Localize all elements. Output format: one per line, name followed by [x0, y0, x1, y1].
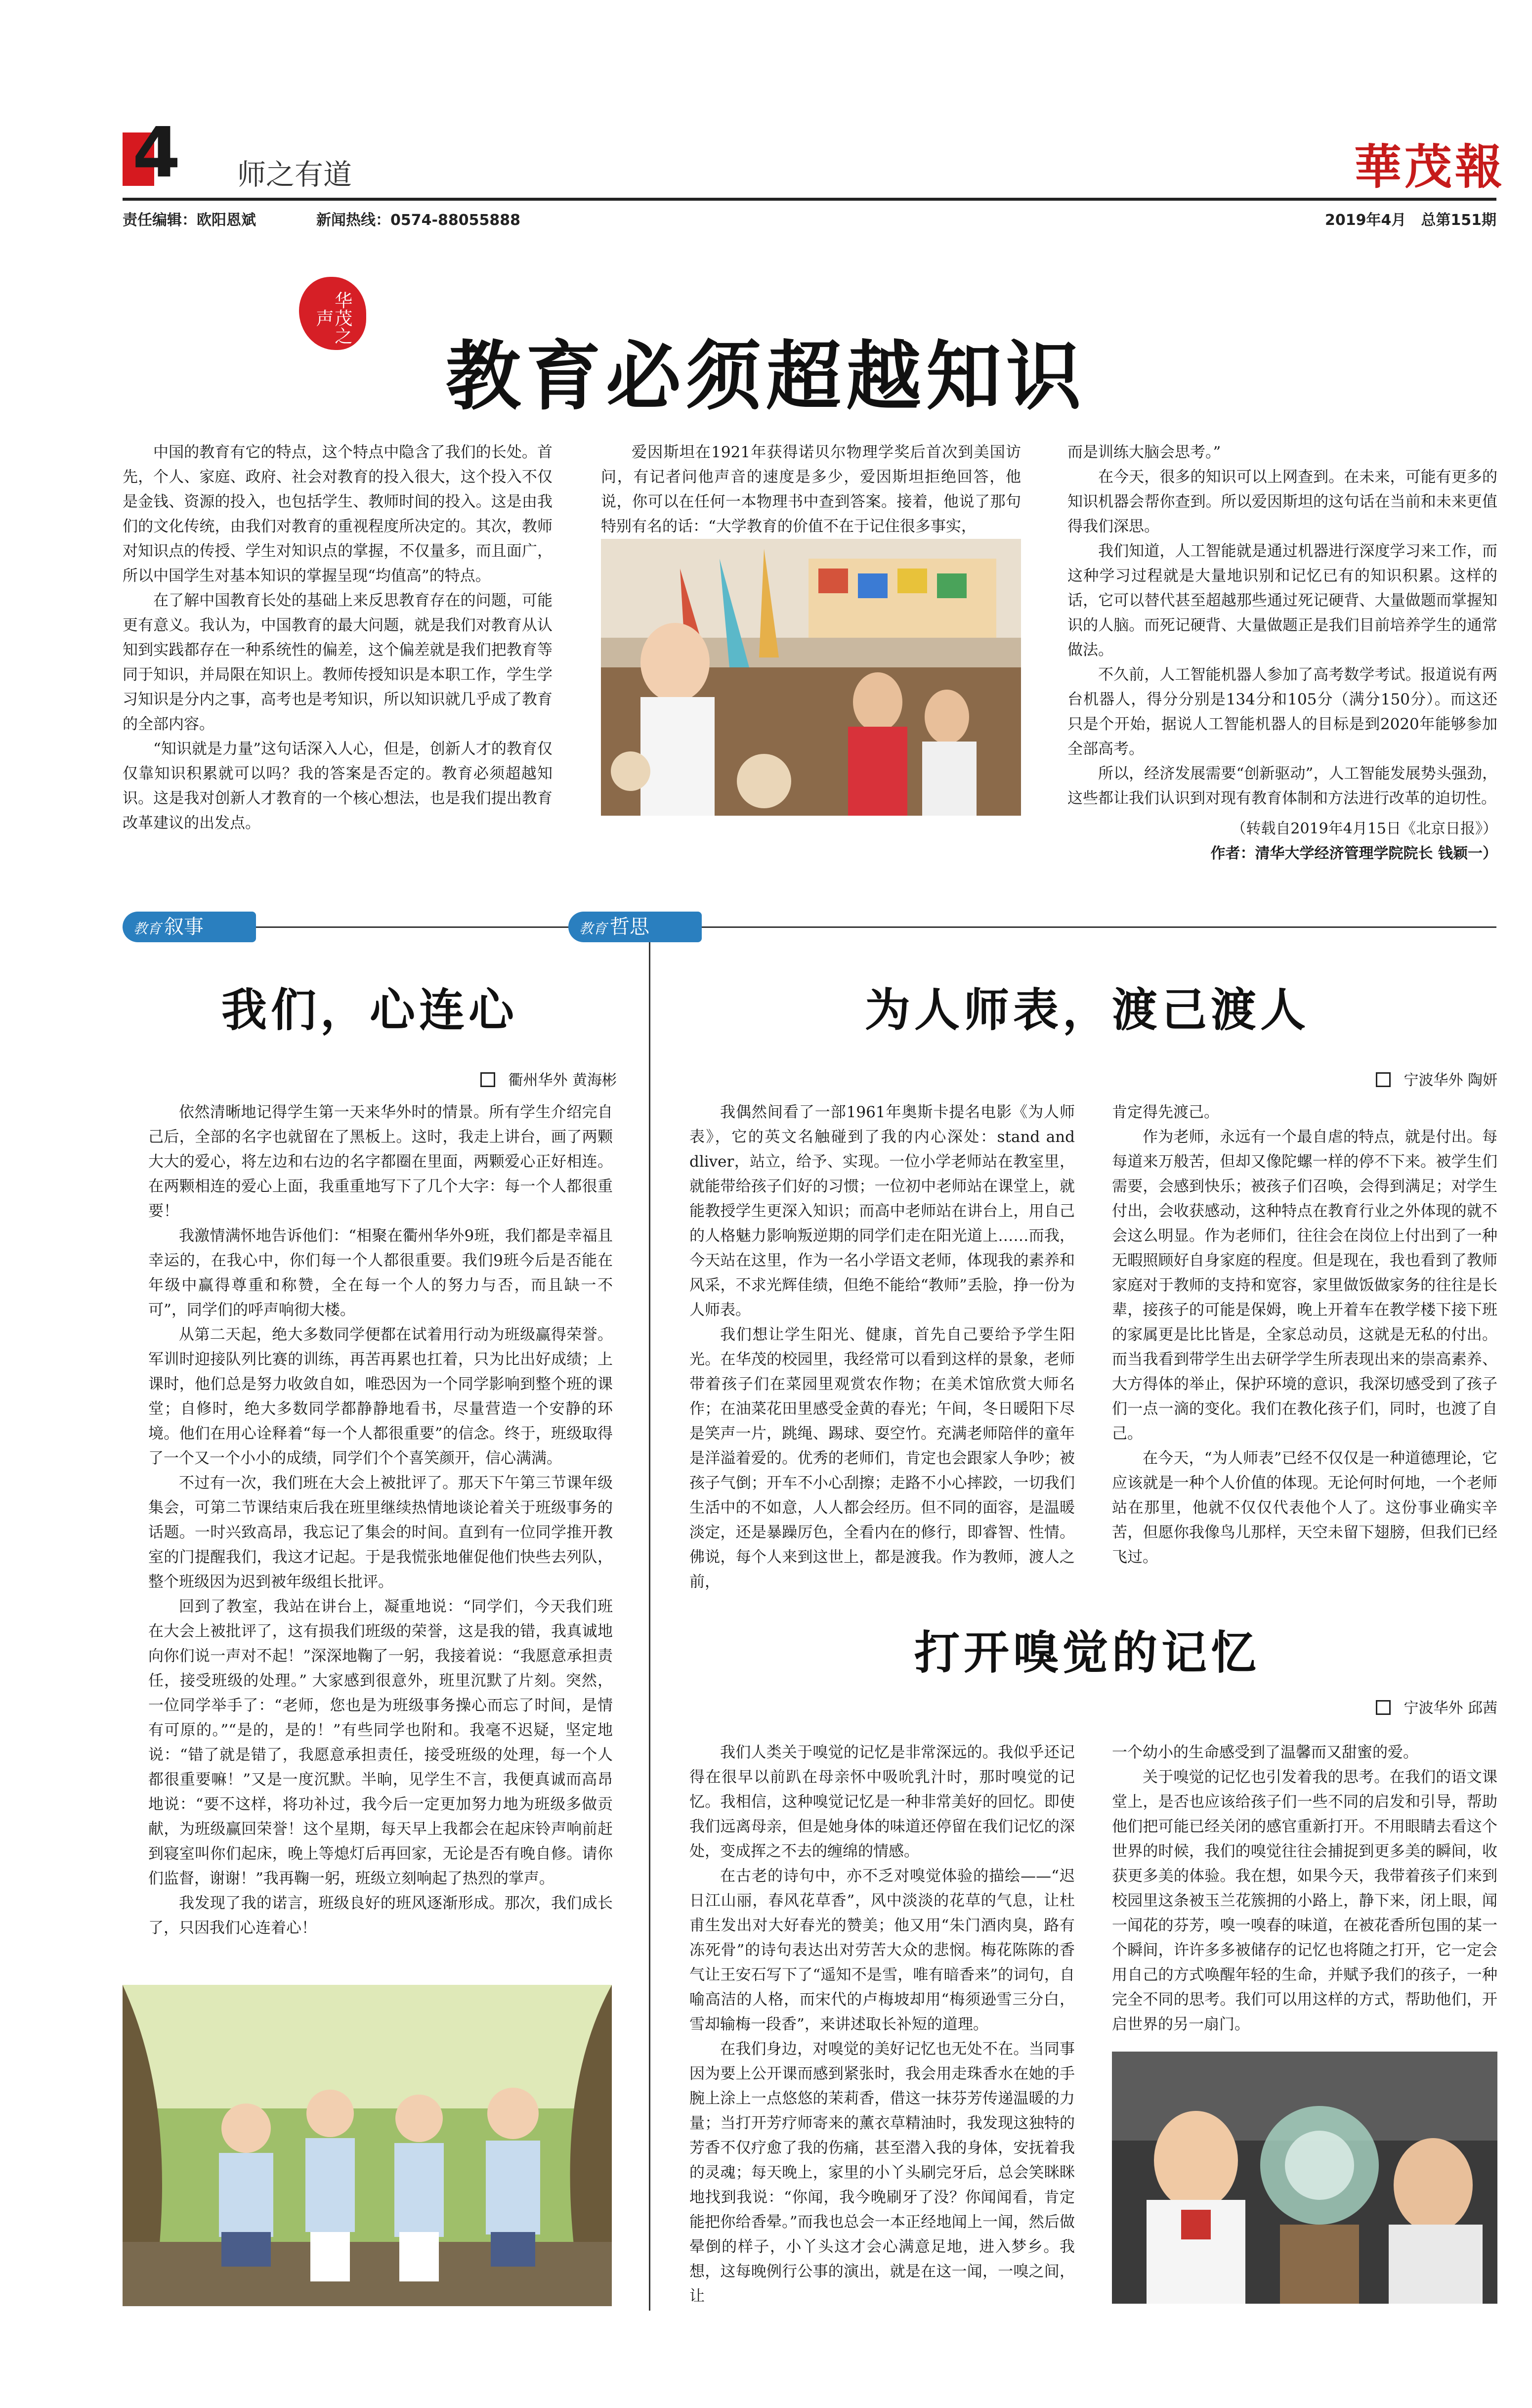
section-divider: [123, 926, 1496, 928]
paragraph: 作为老师，永远有一个最自虐的特点，就是付出。每每道来万般苦，但却又像陀螺一样的停不下来。被学生们需要，会感到快乐；被孩子们召唤，会得到满足；对学生付出，会收获感动，这种特点在教育行业之外体现的就不会这么明显。作为老师们，往往会在岗位上付出到了一种无暇照顾好自身家庭的程度。但是现在，我也看到了教师家庭对于教师的支持和宽容，家里做饭做家务的往往是长辈，接孩子的可能是保姆，晚上开着车在教学楼下接下班的家属更是比比皆是，全家总动员，这就是无私的付出。而当我看到带学生出去研学学生所表现出来的崇高素养、大方得体的举止，保护环境的意识，我深切感受到了孩子们一点一滴的变化。我们在教化孩子们，同时，也渡了自己。: [1112, 1128, 1497, 1443]
main-article-col3: [1067, 440, 1497, 866]
paragraph: 在今天，很多的知识可以上网查到。在未来，可能有更多的知识机器会帮你查到。所以爱因斯坦的这句话在当前和未来更值得我们深思。: [1067, 468, 1497, 535]
paragraph: “知识就是力量”这句话深入人心，但是，创新人才的教育仅仅靠知识积累就可以吗？我的答案是否定的。教育必须超越知识。这是我对创新人才教育的一个核心想法，也是我们提出教育改革建议的出发点。: [123, 740, 553, 832]
article-col1: [689, 1740, 1075, 2309]
article-title: 我们，心连心: [221, 984, 518, 1037]
paragraph: 不久前，人工智能机器人参加了高考数学考试。报道说有两台机器人，得分分别是134分和105分（满分150分）。而这还只是个开始，据说人工智能机器人的目标是到2020年能够参加全部高考。: [1067, 666, 1497, 758]
article-col2: [1112, 1740, 1497, 2037]
smell-experiment-photo: [1112, 2052, 1497, 2304]
paragraph: 在了解中国教育长处的基础上来反思教育存在的问题，可能更有意义。我认为，中国教育的最大问题，就是我们对教育从认知到实践都存在一种系统性的偏差，这个偏差就是我们把教育等同于知识，并局限在知识上。教师传授知识是本职工作，学生学习知识是分内之事，高考也是考知识，所以知识就几乎成了教育的全部内容。: [123, 592, 553, 733]
header-rule: [123, 198, 1496, 201]
paragraph: 回到了教室，我站在讲台上，凝重地说：“同学们，今天我们班在大会上被批评了，这有损我们班级的荣誉，这是我的错，我真诚地向你们说一声对不起！”深深地鞠了一躬，我接着说：“我愿意承担责任，接受班级的处理。” 大家感到很意外，班里沉默了片刻。突然，一位同学举手了：“老师，您也是为班级事务操心而忘了时间，是情有可原的。”“是的，是的！”有些同学也附和。我毫不迟疑，坚定地说：“错了就是错了，我愿意承担责任，接受班级的处理，每一个人都很重要嘛！”又是一度沉默。半晌，见学生不言，我便真诚而高昂地说：“要不这样，将功补过，我今后一定更加努力地为班级多做贡献，为班级赢回荣誉！这个星期，每天早上我都会在起床铃声响前赶到寝室叫你们起床，晚上等熄灯后再回家，无论是否有晚自修。请你们监督，谢谢！”我再鞠一躬，班级立刻响起了热烈的掌声。: [148, 1598, 613, 1887]
students-photo: [123, 1985, 612, 2306]
paragraph: 爱因斯坦在1921年获得诺贝尔物理学奖后首次到美国访问，有记者问他声音的速度是多少，爱因斯坦拒绝回答，他说，你可以在任何一本物理书中查到答案。接着，他说了那句特别有名的话：“大学教育的价值不在于记住很多事实，: [601, 443, 1021, 535]
column-divider: [649, 926, 650, 2311]
paragraph: 不过有一次，我们班在大会上被批评了。那天下午第三节课年级集会，可第二节课结束后我在班里继续热情地谈论着关于班级事务的话题。一时兴致高昂，我忘记了集会的时间。直到有一位同学推开教室的门提醒我们，我这才记起。于是我慌张地催促他们快些去列队，整个班级因为迟到被年级组长批评。: [148, 1474, 613, 1591]
masthead-logo: 華茂報: [1354, 139, 1505, 195]
editor-credit: 责任编辑：欧阳恩斌: [123, 212, 256, 229]
paragraph: 我们想让学生阳光、健康，首先自己要给予学生阳光。在华茂的校园里，我经常可以看到这样的景象，老师带着孩子们在菜园里观赏农作物；在美术馆欣赏大师名作；在油菜花田里感受金黄的春光；午间，冬日暖阳下尽是笑声一片，跳绳、踢球、耍空竹。充满老师陪伴的童年是洋溢着爱的。优秀的老师们，肯定也会跟家人争吵；被孩子气倒；开车不小心刮擦；走路不小心摔跤，一切我们生活中的不如意，人人都会经历。但不同的面容，是温暖淡定，还是暴躁厉色，全看内在的修行，即睿智、性情。佛说，每个人来到这世上，都是渡我。作为教师，渡人之前，: [689, 1326, 1075, 1591]
section-tag-philosophy: 教育 哲思: [568, 912, 702, 942]
paragraph: 而是训练大脑会思考。”: [1067, 443, 1221, 461]
section-tag-narrative: 教育 叙事: [123, 912, 256, 942]
paragraph: 我们知道，人工智能就是通过机器进行深度学习来工作，而这种学习过程就是大量地识别和记忆已有的知识积累。这样的话，它可以替代甚至超越那些通过死记硬背、大量做题而掌握知识的人脑。而死记硬背、大量做题正是我们目前培养学生的通常做法。: [1067, 542, 1497, 659]
paragraph: 关于嗅觉的记忆也引发着我的思考。在我们的语文课堂上，是否也应该给孩子们一些不同的启发和引导，帮助他们把可能已经关闭的感官重新打开。不用眼睛去看这个世界的时候，我们的嗅觉往往会捕捉到更多美的瞬间，收获更多美的体验。我在想，如果今天，我带着孩子们来到校园里这条被玉兰花簇拥的小路上，静下来，闭上眼，闻一闻花的芬芳，嗅一嗅春的味道，在被花香所包围的某一个瞬间，许许多多被储存的记忆也将随之打开，它一定会用自己的方式唤醒年轻的生命，并赋予我们的孩子，一种完全不同的思考。我们可以用这样的方式，帮助他们，开启世界的另一扇门。: [1112, 1768, 1497, 2033]
section-name: 师之有道: [237, 158, 352, 191]
paragraph: 依然清晰地记得学生第一天来华外时的情景。所有学生介绍完自己后，全部的名字也就留在了黑板上。这时，我走上讲台，画了两颗大大的爱心，将左边和右边的名字都圈在里面，两颗爱心正好相连。在两颗相连的爱心上面，我重重地写下了几个大字：每一个人都很重要！: [148, 1103, 613, 1220]
article-author: 衢州华外 黄海彬: [123, 1068, 617, 1090]
main-article-col1: [123, 440, 553, 835]
paragraph: 我激情满怀地告诉他们：“相聚在衢州华外9班，我们都是幸福且幸运的，在我心中，你们每一个人都很重要。我们9班今后是否能在年级中赢得尊重和称赞，全在每一个人的努力与否，而且缺一不可”，同学们的呼声响彻大楼。: [148, 1227, 613, 1319]
page-number: 4: [132, 113, 181, 193]
paragraph: 一个幼小的生命感受到了温馨而又甜蜜的爱。: [1112, 1744, 1418, 1761]
paragraph: 肯定得先渡己。: [1112, 1103, 1219, 1121]
paragraph: 我发现了我的诺言，班级良好的班风逐渐形成。那次，我们成长了，只因我们心连着心！: [148, 1894, 613, 1937]
paragraph: 从第二天起，绝大多数同学便都在试着用行动为班级赢得荣誉。军训时迎接队列比赛的训练，再苦再累也扛着，只为比出好成绩；上课时，他们总是努力收敛自如，唯恐因为一个同学影响到整个班的课堂；自修时，绝大多数同学都静静地看书，尽量营造一个安静的环境。他们在用心诠释着“每一个人都很重要”的信念。终于，班级取得了一个又一个小小的成绩，同学们个个喜笑颜开，信心满满。: [148, 1326, 613, 1467]
article-author: 宁波华外 陶妍: [672, 1068, 1497, 1090]
main-article-col2: [601, 440, 1021, 539]
news-hotline: 新闻热线：0574-88055888: [316, 212, 520, 229]
paragraph: 在我们身边，对嗅觉的美好记忆也无处不在。当同事因为要上公开课而感到紧张时，我会用走珠香水在她的手腕上涂上一点悠悠的茉莉香，借这一抹芬芳传递温暖的力量；当打开芳疗师寄来的薰衣草精油时，我发现这独特的芳香不仅疗愈了我的伤痛，甚至潜入我的身体，安抚着我的灵魂；每天晚上，家里的小丫头刷完牙后，总会笑眯眯地找到我说：“你闻，我今晚刷牙了没？你闻闻看，肯定能把你给香晕。”而我也总会一本正经地闻上一闻，然后做晕倒的样子，小丫头这才会心满意足地，进入梦乡。我想，这每晚例行公事的演出，就是在这一闻，一嗅之间，让: [689, 2040, 1075, 2305]
classroom-photo: [601, 539, 1021, 816]
main-headline: 教育必须超越知识: [446, 333, 1086, 420]
article-col1: [689, 1100, 1075, 1594]
article-author: 宁波华外 邱茜: [672, 1696, 1497, 1717]
article-col2: [1112, 1100, 1497, 1570]
article-title: 为人师表，渡己渡人: [864, 984, 1310, 1037]
article-title: 打开嗅觉的记忆: [914, 1626, 1260, 1679]
article-body: [148, 1100, 613, 1940]
paragraph: 我偶然间看了一部1961年奥斯卡提名电影《为人师表》，它的英文名触碰到了我的内心深处：stand and dliver，站立，给予、实现。一位小学老师站在教室里，就能带给孩子们好的习惯；一位初中老师站在课堂上，就能教授学生更深入知识；而高中老师站在讲台上，用自己的人格魅力影响叛逆期的同学们走在阳光道上……而我，今天站在这里，作为一名小学语文老师，体现我的素养和风采，不求光辉佳绩，但绝不能给“教师”丢脸，挣一份为人师表。: [689, 1103, 1075, 1319]
issue-info: 2019年4月 总第151期: [1325, 212, 1496, 229]
seal-stamp: 华茂之声: [299, 277, 366, 350]
source-line: （转载自2019年4月15日《北京日报》）: [1231, 820, 1497, 837]
paragraph: 所以，经济发展需要“创新驱动”，人工智能发展势头强劲，这些都让我们认识到对现有教育体制和方法进行改革的迫切性。: [1067, 765, 1497, 807]
paragraph: 在古老的诗句中，亦不乏对嗅觉体验的描绘——“迟日江山丽，春风花草香”，风中淡淡的花草的气息，让杜甫生发出对大好春光的赞美；他又用“朱门酒肉臭，路有冻死骨”的诗句表达出对劳苦大众的悲悯。梅花陈陈的香气让王安石写下了“遥知不是雪，唯有暗香来”的词句，自喻高洁的人格，而宋代的卢梅坡却用“梅须逊雪三分白，雪却输梅一段香”，来讲述取长补短的道理。: [689, 1867, 1075, 2033]
paragraph: 我们人类关于嗅觉的记忆是非常深远的。我似乎还记得在很早以前趴在母亲怀中吸吮乳汁时，那时嗅觉的记忆。我相信，这种嗅觉记忆是一种非常美好的回忆。即使我们远离母亲，但是她身体的味道还停留在我们记忆的深处，变成挥之不去的缠绵的情感。: [689, 1744, 1075, 1860]
paragraph: 在今天，“为人师表”已经不仅仅是一种道德理论，它应该就是一种个人价值的体现。无论何时何地，一个老师站在那里，他就不仅仅代表他个人了。这份事业确实辛苦，但愿你我像鸟儿那样，天空未留下翅膀，但我们已经飞过。: [1112, 1449, 1497, 1566]
paragraph: 中国的教育有它的特点，这个特点中隐含了我们的长处。首先，个人、家庭、政府、社会对教育的投入很大，这个投入不仅是金钱、资源的投入，也包括学生、教师时间的投入。这是由我们的文化传统，由我们对教育的重视程度所决定的。其次，教师对知识点的传授、学生对知识点的掌握，不仅量多，而且面广，所以中国学生对基本知识的掌握呈现“均值高”的特点。: [123, 443, 553, 585]
author-line: 作者：清华大学经济管理学院院长 钱颖一）: [1210, 845, 1497, 862]
